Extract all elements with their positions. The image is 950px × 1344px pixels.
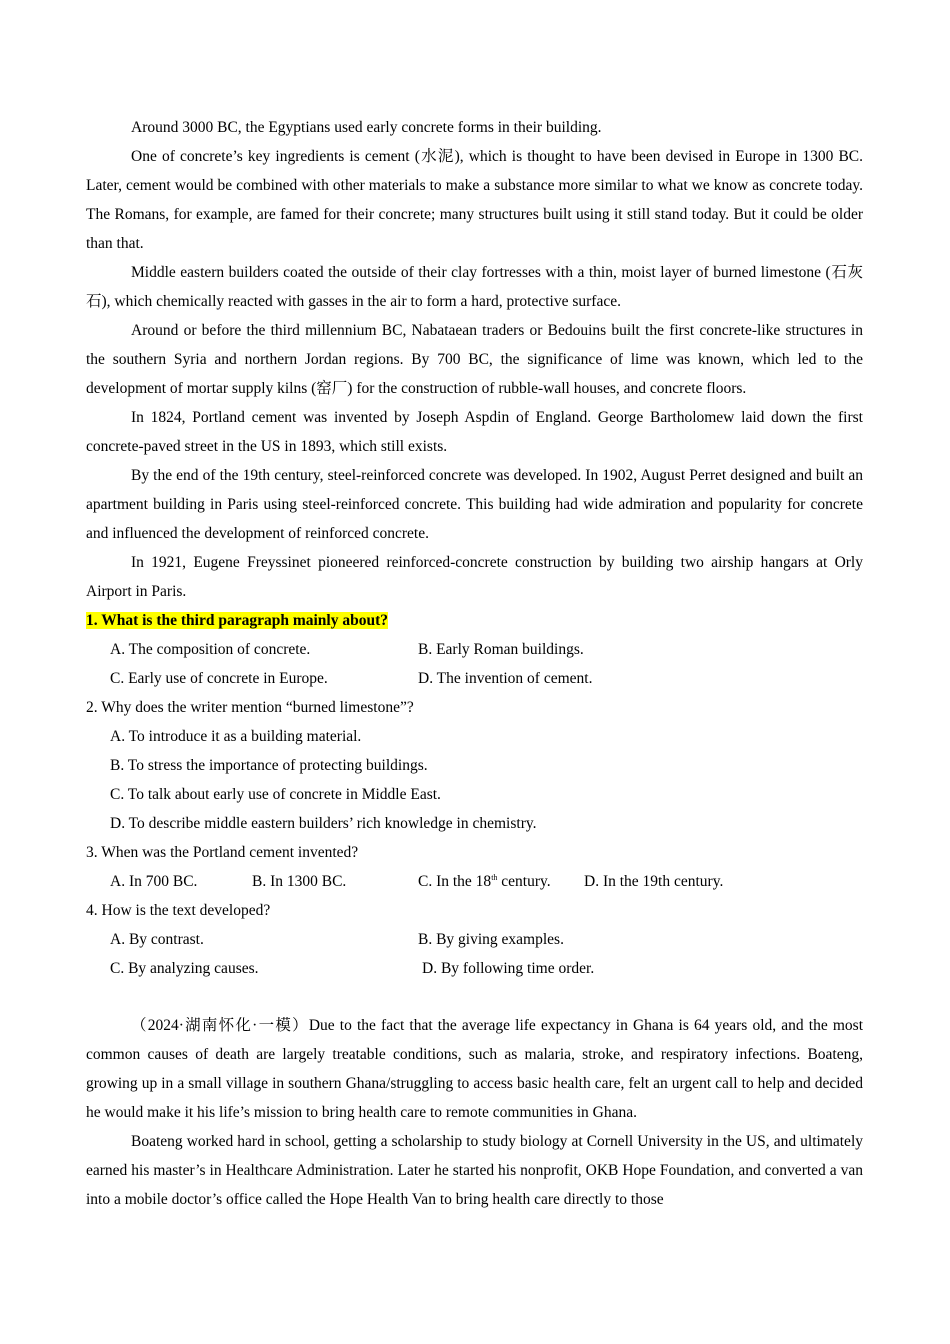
option-c-text-end: century. — [497, 873, 551, 890]
option-c: C. Early use of concrete in Europe. — [110, 670, 328, 687]
document-page — [86, 113, 863, 1214]
option-a: A. By contrast. — [110, 931, 204, 948]
passage-ghana — [86, 1011, 863, 1214]
paragraph: In 1921, Eugene Freyssinet pioneered reinforced-concrete construction by building two airship hangars at Orly Airport in Paris. — [86, 554, 863, 600]
question-stem: 4. How is the text developed? — [86, 902, 271, 919]
paragraph: Around or before the third millennium BC, Nabataean traders or Bedouins built the first concrete-like structures in the southern Syria and northern Jordan regions. By 700 BC, the significance of lime was known, which led to the development of mortar supply kilns (窑厂) for the construction of rubble-wall houses, and concrete floors. — [86, 322, 863, 397]
option-a: A. To introduce it as a building material. — [110, 728, 362, 745]
option-b: B. Early Roman buildings. — [418, 641, 584, 658]
paragraph: （2024·湖南怀化·一模）Due to the fact that the average life expectancy in Ghana is 64 years old, and the most common causes of death are largely treatable conditions, such as malaria, stroke, and respiratory infections. Boateng, growing up in a small village in southern Ghana/struggling to access basic health care, felt an urgent call to help and decided he would make it his life’s mission to bring health care to remote communities in Ghana. — [86, 1017, 863, 1121]
option-d: D. The invention of cement. — [418, 670, 593, 687]
spacer — [86, 983, 863, 1011]
option-d: D. In the 19th century. — [584, 873, 724, 890]
question-1 — [86, 606, 863, 693]
question-2 — [86, 693, 863, 838]
paragraph: In 1824, Portland cement was invented by Joseph Aspdin of England. George Bartholomew laid down the first concrete-paved street in the US in 1893, which still exists. — [86, 409, 863, 455]
paragraph: Middle eastern builders coated the outside of their clay fortresses with a thin, moist layer of burned limestone (石灰石), which chemically reacted with gasses in the air to form a hard, protective surface. — [86, 264, 863, 310]
option-d: D. To describe middle eastern builders’ rich knowledge in chemistry. — [110, 815, 537, 832]
option-c: C. To talk about early use of concrete in Middle East. — [110, 786, 441, 803]
option-c — [418, 867, 584, 896]
option-b: B. By giving examples. — [418, 931, 564, 948]
option-c: C. By analyzing causes. — [110, 960, 259, 977]
paragraph: By the end of the 19th century, steel-reinforced concrete was developed. In 1902, August Perret designed and built an apartment building in Paris using steel-reinforced concrete. This building had wide admiration and popularity for concrete and influenced the development of reinforced concrete. — [86, 467, 863, 542]
option-c-text: C. In the 18 — [418, 873, 492, 890]
paragraph: Boateng worked hard in school, getting a scholarship to study biology at Cornell University in the US, and ultimately earned his master’s in Healthcare Administration. Later he started his nonprofit, OKB Hope Foundation, and converted a van into a mobile doctor’s office called the Hope Health Van to bring health care directly to those — [86, 1133, 863, 1208]
paragraph: Around 3000 BC, the Egyptians used early concrete forms in their building. — [131, 119, 602, 136]
option-b: B. In 1300 BC. — [252, 873, 347, 890]
question-stem: 2. Why does the writer mention “burned limestone”? — [86, 699, 414, 716]
question-stem-highlighted: 1. What is the third paragraph mainly about? — [86, 612, 389, 629]
question-4 — [86, 896, 863, 983]
question-stem: 3. When was the Portland cement invented? — [86, 844, 359, 861]
option-a: A. The composition of concrete. — [110, 641, 311, 658]
option-d: D. By following time order. — [422, 960, 595, 977]
option-b: B. To stress the importance of protecting buildings. — [110, 757, 428, 774]
option-a: A. In 700 BC. — [110, 873, 198, 890]
passage-concrete — [86, 113, 863, 606]
paragraph: One of concrete’s key ingredients is cement (水泥), which is thought to have been devised in Europe in 1300 BC. Later, cement would be combined with other materials to make a substance more similar to what we know as concrete today. The Romans, for example, are famed for their concrete; many structures built using it still stand today. But it could be older than that. — [86, 148, 863, 252]
question-3 — [86, 838, 863, 896]
superscript: th — [491, 872, 498, 882]
